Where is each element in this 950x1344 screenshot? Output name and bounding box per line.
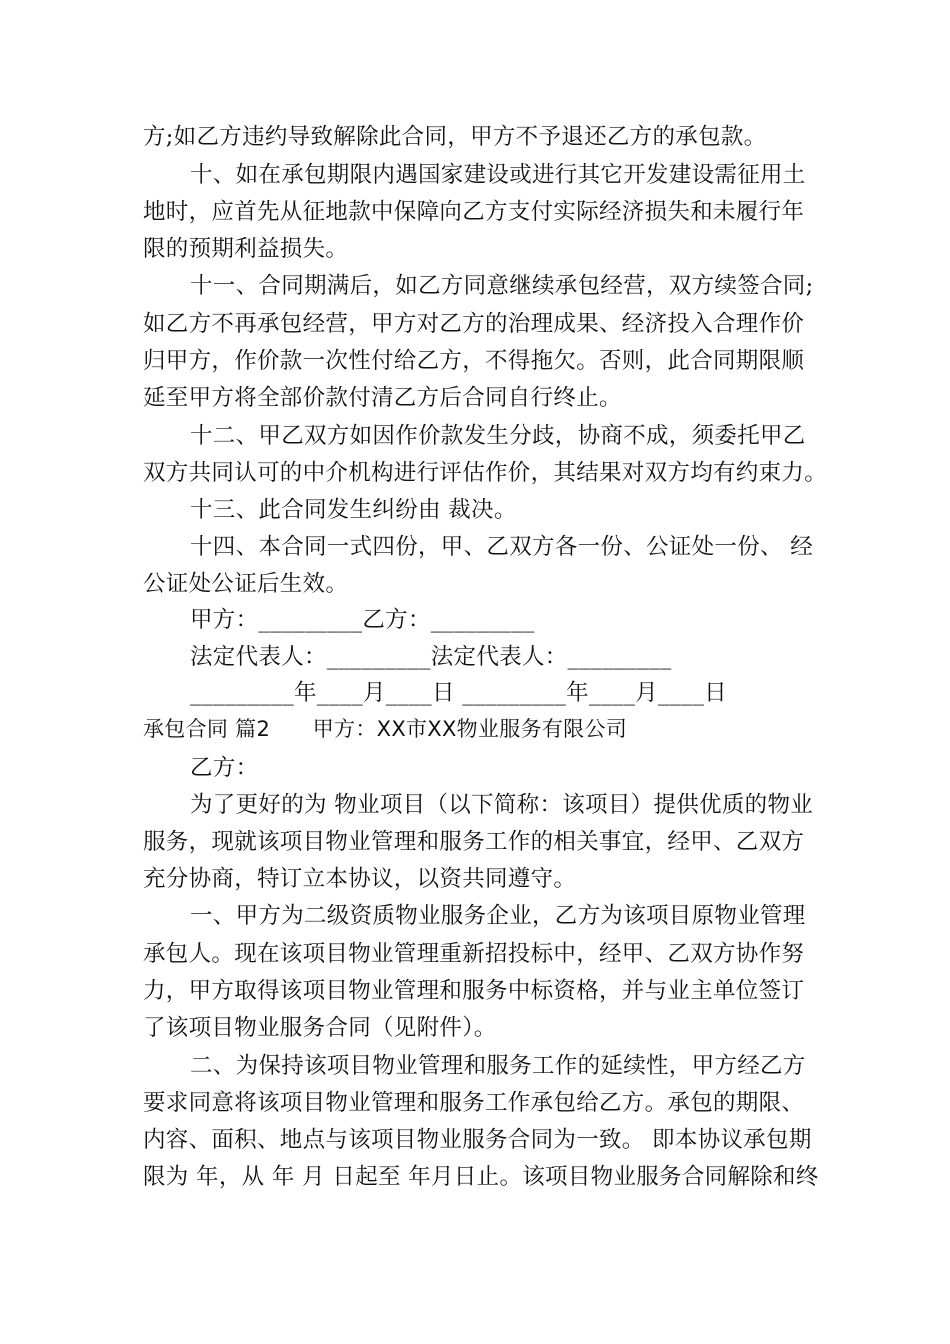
text-line: 限的预期利益损失。	[143, 236, 349, 262]
text-line: 了该项目物业服务合同（见附件）。	[143, 1015, 497, 1041]
preamble-line: 为了更好的为 物业项目（以下简称：该项目）提供优质的物业	[190, 792, 814, 818]
clause-two: 二、为保持该项目物业管理和服务工作的延续性，甲方经乙方	[190, 1053, 806, 1079]
clause-twelve: 十二、甲乙双方如因作价款发生分歧，协商不成，须委托甲乙	[190, 423, 806, 449]
text-line: 充分协商，特订立本协议，以资共同遵守。	[143, 866, 577, 892]
text-line: 要求同意将该项目物业管理和服务工作承包给乙方。承包的期限、	[143, 1090, 805, 1116]
clause-one: 一、甲方为二级资质物业服务企业，乙方为该项目原物业管理	[190, 903, 806, 929]
text-line: 延至甲方将全部价款付清乙方后合同自行终止。	[143, 385, 622, 411]
text-line: 公证处公证后生效。	[143, 571, 349, 597]
text-line: 归甲方，作价款一次性付给乙方，不得拖欠。否则，此合同期限顺	[143, 348, 805, 374]
signature-date-line: _________年____月____日 _________年____月____日	[190, 680, 727, 706]
text-line: 承包人。现在该项目物业管理重新招投标中，经甲、乙双方协作努	[143, 941, 805, 967]
text-line: 服务，现就该项目物业管理和服务工作的相关事宜，经甲、乙双方	[143, 829, 805, 855]
text-line: 双方共同认可的中介机构进行评估作价，其结果对双方均有约束力。	[143, 460, 828, 486]
text-line: 如乙方不再承包经营，甲方对乙方的治理成果、经济投入合理作价	[143, 311, 805, 337]
party-b-line: 乙方：	[190, 755, 259, 781]
text-line: 地时，应首先从征地款中保障向乙方支付实际经济损失和未履行年	[143, 199, 805, 225]
clause-fourteen: 十四、本合同一式四份，甲、乙双方各一份、公证处一份、 经	[190, 534, 814, 560]
text-line: 力，甲方取得该项目物业管理和服务中标资格，并与业主单位签订	[143, 978, 805, 1004]
clause-thirteen: 十三、此合同发生纠纷由 裁决。	[190, 497, 517, 523]
text-line: 限为 年，从 年 月 日起至 年月日止。该项目物业服务合同解除和终	[143, 1164, 819, 1190]
signature-representative-line: 法定代表人：_________法定代表人：_________	[190, 644, 672, 670]
clause-ten: 十、如在承包期限内遇国家建设或进行其它开发建设需征用土	[190, 162, 806, 188]
text-line: 内容、面积、地点与该项目物业服务合同为一致。 即本协议承包期	[143, 1127, 812, 1153]
contract-heading: 承包合同 篇2 甲方：XX市XX物业服务有限公司	[143, 717, 628, 741]
clause-eleven: 十一、合同期满后，如乙方同意继续承包经营，双方续签合同;	[190, 273, 814, 299]
text-line: 方;如乙方违约导致解除此合同，甲方不予退还乙方的承包款。	[143, 124, 767, 150]
signature-party-line: 甲方：_________乙方：_________	[190, 607, 535, 633]
